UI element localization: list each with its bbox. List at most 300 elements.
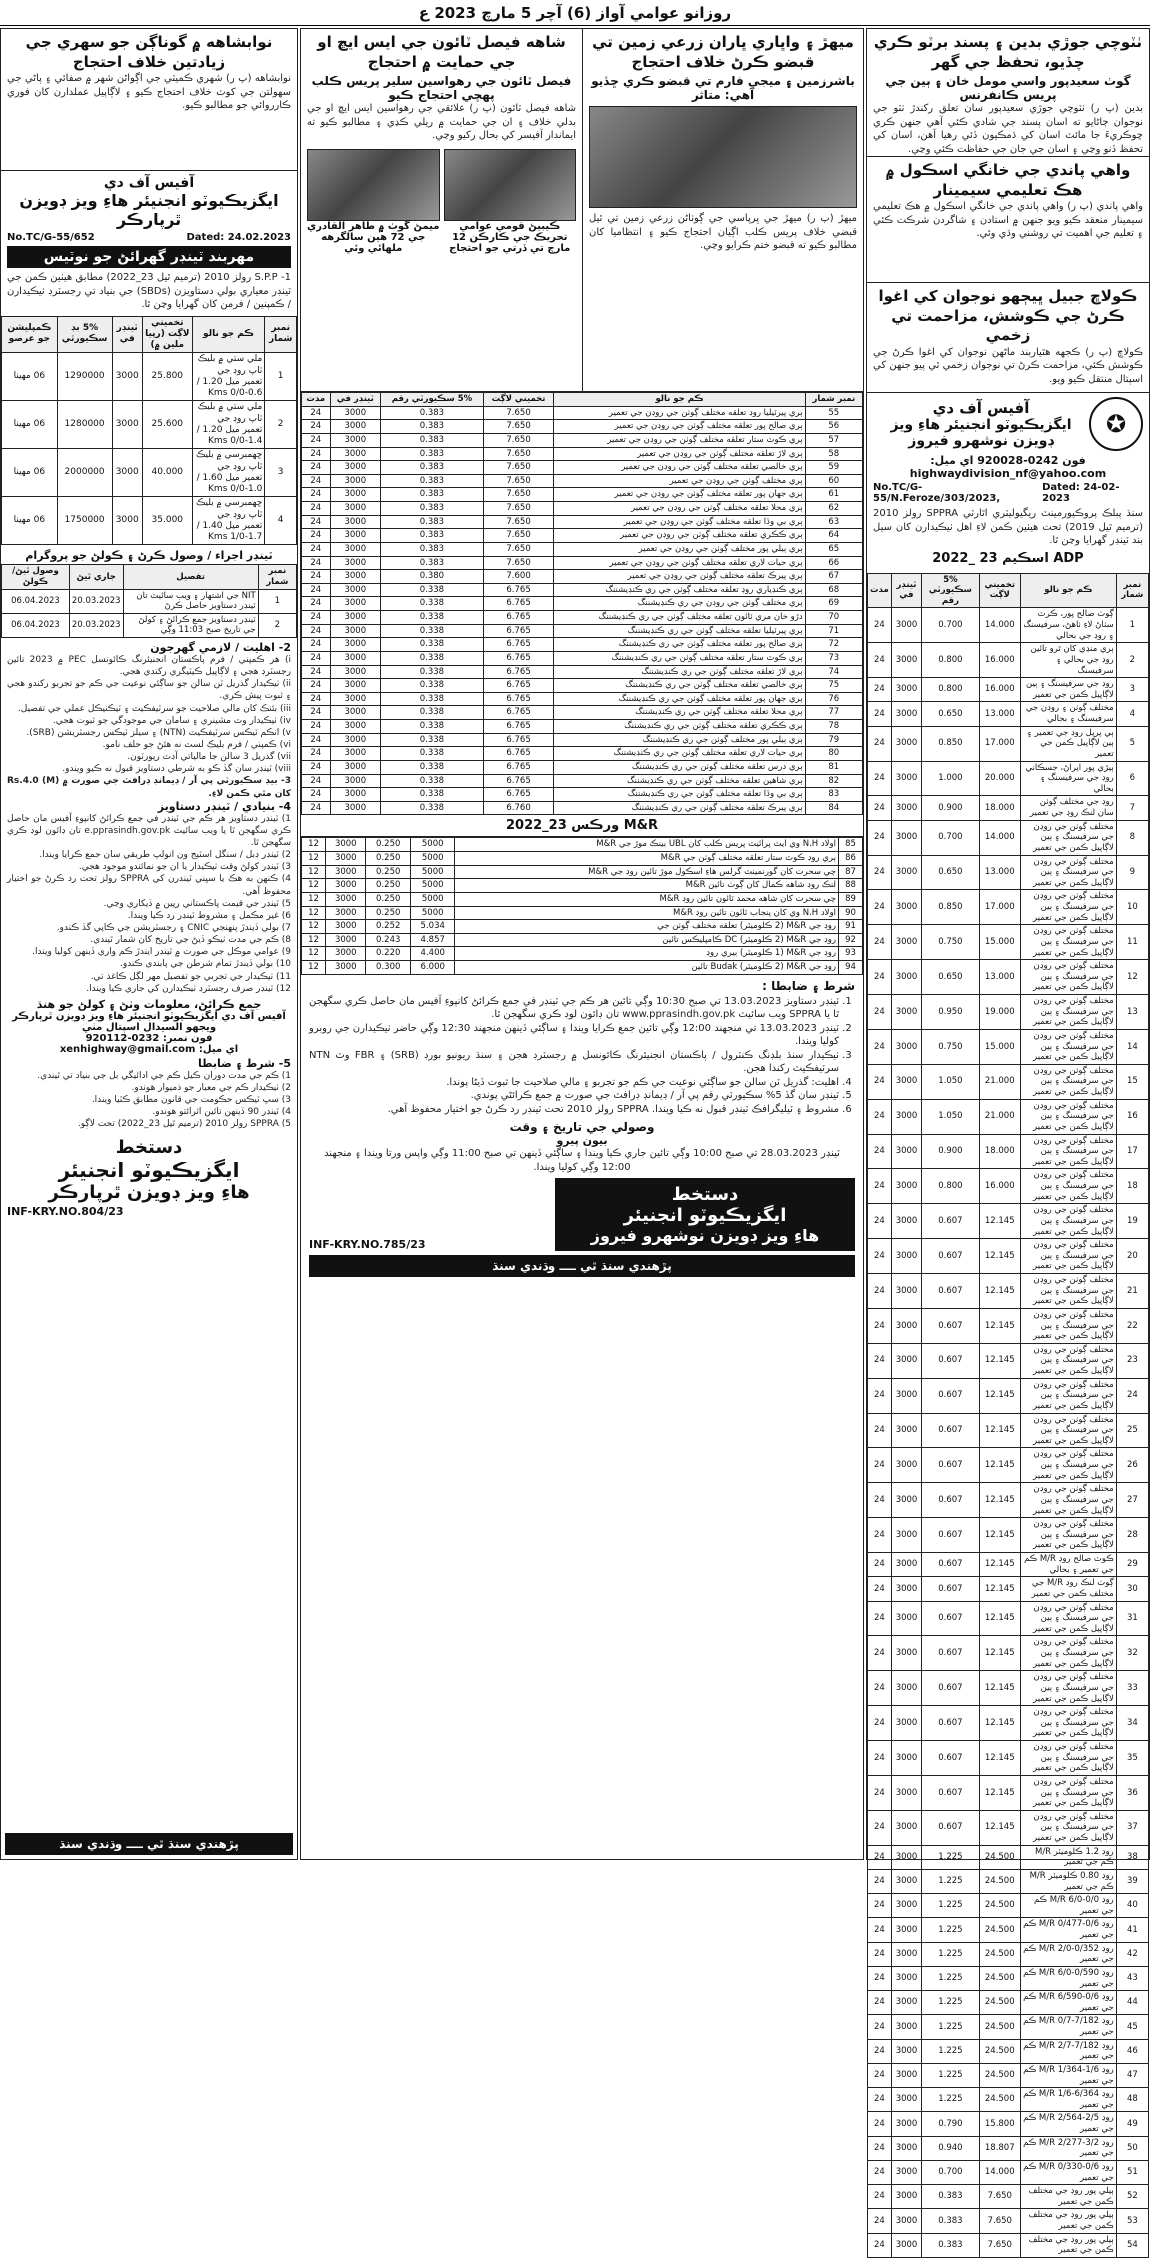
table-cell: 15.000 bbox=[979, 1029, 1020, 1064]
table-cell: روڊ 0/352-2/0 M/R ڪم جي تعمير bbox=[1020, 1942, 1116, 1966]
table-cell: 58 bbox=[805, 447, 862, 461]
table-cell: 10 bbox=[1116, 890, 1148, 925]
signature-block bbox=[555, 1178, 855, 1251]
list-item: v) انڪم ٽيڪس سرٽيفڪيٽ (NTN) ۽ سيلز ٽيڪس رجسٽريشن (SRB). bbox=[26, 727, 291, 738]
table-cell: 68 bbox=[805, 583, 862, 597]
table-cell: 24 bbox=[868, 1845, 892, 1869]
table-cell: 0.700 bbox=[922, 608, 979, 643]
table-cell: 7.650 bbox=[483, 556, 554, 570]
table-cell: ٻي پرپل روڊ جي تعمير ۽ ٻين لاڳاپيل ڪمن جي تعمير bbox=[1020, 726, 1116, 761]
table-row bbox=[868, 1029, 1149, 1064]
table-cell: 0.607 bbox=[922, 1553, 979, 1577]
table-cell: ڳوٺ لنڪ روڊ M/R جي مختلف ڪمن جي تعمير bbox=[1020, 1577, 1116, 1601]
table-cell: 0.790 bbox=[922, 2112, 979, 2136]
event-photo bbox=[307, 149, 440, 221]
table-header-row bbox=[302, 393, 863, 407]
table-cell: مختلف ڳوٺن جي روڊن جي سرفيسنگ ۽ ٻين لاڳاپيل ڪمن جي تعمير bbox=[1020, 960, 1116, 995]
table-cell: 24 bbox=[868, 643, 892, 678]
table-cell: 3000 bbox=[330, 720, 381, 734]
table-cell: 0.607 bbox=[922, 1601, 979, 1636]
table-cell: 3000 bbox=[891, 2039, 921, 2063]
table-cell: 25.800 bbox=[142, 353, 192, 401]
dates-line: ٽينڊر 28.03.2023 تي صبح 10:00 وڳي تائين جاري ڪيا ويندا ۽ ساڳئي ڏينهن تي صبح 11:00 وڳي واپس ورتا ويندا ۽ منجهند 12:00 وڳي کوليا ويندا. bbox=[324, 1148, 840, 1173]
table-cell: 24 bbox=[302, 733, 331, 747]
table-cell: 3000 bbox=[330, 447, 381, 461]
table-row bbox=[868, 726, 1149, 761]
notice-left-details bbox=[1, 638, 297, 1221]
table-cell: 24 bbox=[868, 1601, 892, 1636]
table-cell: 18.807 bbox=[979, 2136, 1020, 2160]
table-cell: 24 bbox=[302, 801, 331, 815]
notice-title: مهربند ٽينڊر گهرائڻ جو نوٽيس bbox=[7, 246, 291, 268]
table-cell: 0.607 bbox=[922, 1775, 979, 1810]
table-cell: 0.250 bbox=[366, 906, 411, 920]
table-cell: 13.000 bbox=[979, 702, 1020, 726]
table-cell: 0.243 bbox=[366, 933, 411, 947]
table-cell: 3000 bbox=[891, 1601, 921, 1636]
table-cell: 24 bbox=[302, 760, 331, 774]
article-headline: نوابشاهه ۾ گوناڳن جو سهري جي زيادتين خلاف احتجاج bbox=[25, 33, 273, 71]
table-cell: 0.338 bbox=[381, 706, 484, 720]
table-cell: 8 bbox=[1116, 820, 1148, 855]
table-cell: 90 bbox=[839, 906, 863, 920]
sign-title: دستخط bbox=[115, 1136, 183, 1158]
table-cell: 6.765 bbox=[483, 747, 554, 761]
col-header: ڪمپليشن جو عرصو bbox=[2, 316, 58, 353]
table-cell: 3000 bbox=[330, 801, 381, 815]
table-cell: 60 bbox=[805, 474, 862, 488]
table-cell: 49 bbox=[1116, 2112, 1148, 2136]
table-cell: 80 bbox=[805, 747, 862, 761]
table-cell: 0.338 bbox=[381, 651, 484, 665]
table-cell: 73 bbox=[805, 651, 862, 665]
table-cell: 3000 bbox=[330, 706, 381, 720]
table-cell: مختلف ڳوٺن جي روڊن جي سرفيسنگ ۽ ٻين لاڳاپيل ڪمن جي تعمير bbox=[1020, 1636, 1116, 1671]
table-cell: 3000 bbox=[330, 570, 381, 584]
table-cell: 53 bbox=[1116, 2209, 1148, 2233]
table-cell: 3000 bbox=[891, 2209, 921, 2233]
sign-line1: ايگزيڪيوٽو انجنيئر bbox=[623, 1205, 787, 1227]
table-cell: اولاد N.H وي ايٽ پرائيٽ پريس ڪلب کان UBL بينڪ موڙ جي M&R bbox=[455, 838, 839, 852]
table-row bbox=[868, 1274, 1149, 1309]
schedule-table bbox=[1, 564, 297, 638]
table-cell: 6.000 bbox=[410, 961, 455, 975]
table-cell: 0.338 bbox=[381, 747, 484, 761]
table-cell: 24 bbox=[868, 1577, 892, 1601]
col-header: جاري ٿيڻ bbox=[69, 565, 123, 589]
table-cell: 0.750 bbox=[922, 925, 979, 960]
article-subhead: فيصل ٽائون جي رهواسين سلير پريس ڪلب پهچي احتجاج ڪيو bbox=[311, 74, 572, 102]
table-cell: 0.338 bbox=[381, 733, 484, 747]
col-header: تخميني لاڳت bbox=[483, 393, 554, 407]
table-cell: ٻري جهان پور تعلقه مختلف ڳوٺن جي ري ڪنڊيشننگ bbox=[554, 692, 805, 706]
table-cell: 1750000 bbox=[57, 497, 112, 545]
table-cell: ٻري پيرڪ تعلقه مختلف ڳوٺن جي روڊن جي تعمير bbox=[554, 570, 805, 584]
table-cell: 12 bbox=[1116, 960, 1148, 995]
table-cell: 20.03.2023 bbox=[69, 589, 123, 613]
table-row bbox=[868, 1636, 1149, 1671]
table-cell: 18 bbox=[1116, 1169, 1148, 1204]
table-row bbox=[302, 947, 863, 961]
table-row bbox=[302, 406, 863, 420]
contact-phone-row bbox=[7, 1033, 291, 1044]
table-cell: 24 bbox=[868, 1204, 892, 1239]
table-row bbox=[302, 502, 863, 516]
table-cell: 3000 bbox=[330, 583, 381, 597]
table-cell: 24 bbox=[302, 420, 331, 434]
table-cell: 3000 bbox=[891, 995, 921, 1030]
table-cell: 31 bbox=[1116, 1601, 1148, 1636]
list-item: vi) ڪمپني / فرم بليڪ لسٽ نه هئڻ جو حلف نامو. bbox=[102, 739, 291, 750]
table-cell: 24 bbox=[868, 1413, 892, 1448]
table-cell: 93 bbox=[839, 947, 863, 961]
table-row bbox=[302, 892, 863, 906]
table-cell: 24 bbox=[302, 720, 331, 734]
list-item: 2) ٺيڪيدار ڪم جي معيار جو ذميوار هوندو. bbox=[131, 1082, 291, 1093]
article-body: ڪولاڇ (پ ر) ڪجهه هٿياربند ماڻهن نوجوان کي اغوا ڪرڻ جي ڪوشش ڪئي، مزاحمت ڪرڻ تي نوجوان زخمي ٿي پيو جنهن کي اسپتال منتقل ڪيو ويو. bbox=[873, 346, 1143, 385]
table-cell: 24 bbox=[868, 1942, 892, 1966]
table-cell: 24 bbox=[302, 611, 331, 625]
table-cell: 2 bbox=[1116, 643, 1148, 678]
list-item: i) هر ڪمپني / فرم پاڪستان انجنيئرنگ ڪائونسل PEC ۾ 2023 تائين رجسٽرڊ هجي ۽ لاڳاپيل ڪيٽيگري رکندي هجي. bbox=[7, 655, 291, 678]
col-header: نمبر شمار bbox=[265, 316, 297, 353]
table-cell: 4.400 bbox=[410, 947, 455, 961]
table-row bbox=[868, 855, 1149, 890]
table-row bbox=[868, 1518, 1149, 1553]
table-cell: 3000 bbox=[330, 611, 381, 625]
table-cell: ٻري ٻيلي پور مختلف ڳوٺن جي روڊن جي تعمير bbox=[554, 542, 805, 556]
table-cell: 3 bbox=[1116, 678, 1148, 702]
list-item: vii) گذريل 3 سالن جا مالياتي آڊٽ رپورٽون. bbox=[127, 752, 291, 763]
article-6 bbox=[1, 29, 297, 171]
footer-slogan: پڙهندي سنڌ ٿي ــــ وڌندي سنڌ bbox=[309, 1255, 855, 1277]
table-cell: ٽينڊر دستاويز جمع ڪرائڻ ۽ کولڻ جي تاريخ صبح 11:03 وڳي bbox=[123, 613, 258, 637]
table-cell: 7.650 bbox=[483, 488, 554, 502]
table-row bbox=[868, 1894, 1149, 1918]
table-cell: 24 bbox=[302, 447, 331, 461]
table-cell: 7.650 bbox=[979, 2185, 1020, 2209]
table-cell: ٻري ڪوٽ ستار تعلقه مختلف ڳوٺن جي ري ڪنڊيشننگ bbox=[554, 651, 805, 665]
table-cell: 21.000 bbox=[979, 1099, 1020, 1134]
table-cell: 94 bbox=[839, 961, 863, 975]
table-cell: 6 bbox=[1116, 761, 1148, 796]
table-cell: 3000 bbox=[326, 947, 366, 961]
table-cell: 1 bbox=[265, 353, 297, 401]
table-cell: ٻري ڪنڊياري روڊ تعلقه مختلف ڳوٺن جي ري ڪنڊيشننگ bbox=[554, 583, 805, 597]
table-cell: 33 bbox=[1116, 1671, 1148, 1706]
table-cell: 0.607 bbox=[922, 1671, 979, 1706]
table-row bbox=[302, 920, 863, 934]
table-row bbox=[868, 678, 1149, 702]
table-cell: 86 bbox=[839, 852, 863, 866]
table-cell: 34 bbox=[1116, 1706, 1148, 1741]
table-cell: 24 bbox=[302, 570, 331, 584]
table-cell: 20.000 bbox=[979, 761, 1020, 796]
table-cell: 3000 bbox=[330, 774, 381, 788]
table-cell: مختلف ڳوٺن جي روڊن جي سرفيسنگ ۽ ٻين لاڳاپيل ڪمن جي تعمير bbox=[1020, 890, 1116, 925]
table-cell: 24 bbox=[868, 925, 892, 960]
photo-caption: ڪيبيڻ قومي عوامي تحريڪ جي ڪارڪن 12 مارچ تي ڏرتي جو احتجاج bbox=[449, 220, 571, 254]
table-cell: 3000 bbox=[891, 890, 921, 925]
mr-table bbox=[301, 837, 863, 974]
table-cell: 24 bbox=[302, 515, 331, 529]
table-cell: 57 bbox=[805, 433, 862, 447]
table-cell: 3000 bbox=[326, 838, 366, 852]
table-row bbox=[868, 2233, 1149, 2257]
table-cell: 21 bbox=[1116, 1274, 1148, 1309]
table-cell: 0.850 bbox=[922, 890, 979, 925]
terms-title: شرط ۽ ضابطا : bbox=[762, 978, 855, 993]
table-cell: 0.700 bbox=[922, 2160, 979, 2184]
table-cell: 24 bbox=[302, 706, 331, 720]
table-row bbox=[302, 879, 863, 893]
table-cell: ٻري مختلف ڳوٺن جي روڊن جي ري ڪنڊيشننگ bbox=[554, 597, 805, 611]
table-cell: 24 bbox=[868, 1966, 892, 1990]
table-cell: 3000 bbox=[891, 1991, 921, 2015]
table-cell: مختلف ڳوٺن جي روڊن جي سرفيسنگ ۽ ٻين لاڳاپيل ڪمن جي تعمير bbox=[1020, 1810, 1116, 1845]
table-cell: 4.857 bbox=[410, 933, 455, 947]
table-cell: 3000 bbox=[330, 515, 381, 529]
table-cell: مختلف ڳوٺن جي روڊن جي سرفيسنگ ۽ ٻين لاڳاپيل ڪمن جي تعمير bbox=[1020, 1274, 1116, 1309]
list-item: 2) ٽينڊر ڊبل / سنگل اسٽيج ون انولپ طريقي سان جمع ڪرايا ويندا. bbox=[39, 850, 291, 861]
table-row bbox=[868, 643, 1149, 678]
table-cell: 12.145 bbox=[979, 1706, 1020, 1741]
table-cell: 0.383 bbox=[381, 474, 484, 488]
table-cell: 0.607 bbox=[922, 1343, 979, 1378]
table-cell: 7.600 bbox=[483, 570, 554, 584]
table-cell: 0.607 bbox=[922, 1810, 979, 1845]
table-cell: 12.145 bbox=[979, 1239, 1020, 1274]
table-cell: 1290000 bbox=[57, 353, 112, 401]
table-cell: ٻيلي پور روڊ جي مختلف ڪمن جي تعمير bbox=[1020, 2233, 1116, 2257]
table-row bbox=[302, 515, 863, 529]
table-cell: 29 bbox=[1116, 1553, 1148, 1577]
table-cell: 24 bbox=[868, 890, 892, 925]
table-row bbox=[868, 2015, 1149, 2039]
office-phone-text: فون 0242-920028 اي ميل: bbox=[930, 454, 1086, 467]
table-cell: 24 bbox=[868, 608, 892, 643]
table-cell: 24 bbox=[868, 1636, 892, 1671]
table-cell: 0.383 bbox=[381, 420, 484, 434]
table-row bbox=[302, 706, 863, 720]
table-cell: 1.225 bbox=[922, 1845, 979, 1869]
table-cell: 6.765 bbox=[483, 774, 554, 788]
table-cell: ٻري محلا تعلقه مختلف ڳوٺن جي روڊن جي تعمير bbox=[554, 502, 805, 516]
table-cell: 3000 bbox=[891, 1343, 921, 1378]
table-cell: 6.765 bbox=[483, 720, 554, 734]
table-row bbox=[868, 960, 1149, 995]
table-cell: 83 bbox=[805, 788, 862, 802]
table-cell: ٻيلي پور روڊ جي مختلف ڪمن جي تعمير bbox=[1020, 2185, 1116, 2209]
table-row bbox=[868, 1741, 1149, 1776]
table-row bbox=[302, 720, 863, 734]
table-cell: 12.145 bbox=[979, 1448, 1020, 1483]
table-header-row bbox=[2, 565, 297, 589]
table-cell: 17 bbox=[1116, 1134, 1148, 1169]
table-cell: 24 bbox=[302, 556, 331, 570]
table-cell: 12.145 bbox=[979, 1553, 1020, 1577]
notice-ref: No.TC/G-55/652 bbox=[7, 232, 95, 243]
table-cell: 3000 bbox=[891, 1448, 921, 1483]
table-cell: 26 bbox=[1116, 1448, 1148, 1483]
table-cell: 24 bbox=[868, 1029, 892, 1064]
table-cell: ٻري شاهين تعلقه مختلف ڳوٺن جي ري ڪنڊيشننگ bbox=[554, 774, 805, 788]
tender-table-main bbox=[867, 573, 1149, 2258]
table-cell: 24.500 bbox=[979, 1942, 1020, 1966]
table-cell: روڊ جي مختلف ڳوٺن سان لنڪ روڊ جي تعمير bbox=[1020, 796, 1116, 820]
table-cell: 24 bbox=[302, 474, 331, 488]
office-email[interactable]: highwaydivision_nf@yahoo.com bbox=[909, 467, 1107, 480]
inf-number: INF-KRY.NO.804/23 bbox=[7, 1204, 124, 1218]
photo-block-1 bbox=[444, 149, 577, 254]
table-cell: 47 bbox=[1116, 2063, 1148, 2087]
table-row bbox=[302, 488, 863, 502]
table-cell: 3000 bbox=[891, 1378, 921, 1413]
table-cell: ٻري صالح پور تعلقه مختلف ڳوٺن جي ري ڪنڊيشننگ bbox=[554, 638, 805, 652]
col-header: ٽينڊر في bbox=[891, 573, 921, 608]
notice-ref-row bbox=[7, 232, 291, 243]
table-cell: 36 bbox=[1116, 1775, 1148, 1810]
article-4 bbox=[582, 29, 863, 391]
col-header: ڪم جو نالو bbox=[1020, 573, 1116, 608]
table-row bbox=[302, 461, 863, 475]
table-cell: 12.145 bbox=[979, 1671, 1020, 1706]
list-item: 4. اهليت: گذريل ٽن سالن جو ساڳئي نوعيت جي ڪم جو تجربو ۽ مالي صلاحيت جا ثبوت ڏيڻا پوندا. bbox=[309, 1076, 839, 1090]
table-cell: 1.225 bbox=[922, 1942, 979, 1966]
table-cell: 5 bbox=[1116, 726, 1148, 761]
table-cell: 0.338 bbox=[381, 624, 484, 638]
contact-email[interactable]: xenhighway@gmail.com bbox=[59, 1043, 196, 1055]
table-cell: 3000 bbox=[330, 488, 381, 502]
table-cell: 6.765 bbox=[483, 733, 554, 747]
table-cell: 24 bbox=[302, 433, 331, 447]
table-cell: ٻري بي وڏا تعلقه مختلف ڳوٺن جي روڊن جي تعمير bbox=[554, 515, 805, 529]
table-cell: 7.650 bbox=[979, 2209, 1020, 2233]
table-cell: 12 bbox=[302, 838, 326, 852]
col-header: مدت bbox=[868, 573, 892, 608]
table-cell: 24 bbox=[302, 665, 331, 679]
table-cell: 24 bbox=[868, 1099, 892, 1134]
table-row bbox=[302, 583, 863, 597]
table-cell: 24.500 bbox=[979, 2015, 1020, 2039]
table-cell: 06 مهينا bbox=[2, 449, 58, 497]
table-cell: 5000 bbox=[410, 865, 455, 879]
table-cell: 4 bbox=[1116, 702, 1148, 726]
list-item: 5) ٽينڊر جي قيمت پاڪستاني رپين ۾ ڏيکاري وڃي. bbox=[103, 898, 291, 909]
table-cell: 7.650 bbox=[483, 515, 554, 529]
list-item: iii) بئنڪ کان مالي صلاحيت جو سرٽيفڪيٽ ۽ ٽيڪنيڪل عملي جي تفصيل. bbox=[17, 703, 291, 714]
table-cell: 76 bbox=[805, 692, 862, 706]
notice-ref: No.TC/G-55/N.Feroze/303/2023, bbox=[873, 482, 1001, 504]
table-cell: 3000 bbox=[891, 1134, 921, 1169]
table-cell: 5000 bbox=[410, 879, 455, 893]
dates-subtitle: بيون پيرو bbox=[556, 1134, 608, 1148]
dates-title: وصولي جي تاريخ ۽ وقت bbox=[509, 1120, 655, 1135]
table-cell: 1.225 bbox=[922, 2039, 979, 2063]
mr-title: M&R ورڪس 23_2022 bbox=[301, 815, 863, 837]
table-cell: 71 bbox=[805, 624, 862, 638]
col-header: ٽينڊر في bbox=[112, 316, 142, 353]
table-cell: 15.800 bbox=[979, 2112, 1020, 2136]
table-row bbox=[868, 1601, 1149, 1636]
table-cell: 24.500 bbox=[979, 1869, 1020, 1893]
table-cell: 0.607 bbox=[922, 1204, 979, 1239]
table-cell: 1.000 bbox=[922, 761, 979, 796]
table-cell: روڊ جي M&R (1 ڪلوميٽر) ٻيري روڊ bbox=[455, 947, 839, 961]
table-cell: 3000 bbox=[891, 1706, 921, 1741]
table-cell: 3000 bbox=[112, 353, 142, 401]
table-cell: 24 bbox=[302, 406, 331, 420]
table-cell: 28 bbox=[1116, 1518, 1148, 1553]
table-cell: 24.500 bbox=[979, 2039, 1020, 2063]
table-row bbox=[868, 1671, 1149, 1706]
table-cell: 3000 bbox=[891, 1966, 921, 1990]
contact-addr: ويجهو السيدال اسپتال مٺي bbox=[81, 1021, 217, 1033]
table-cell: 77 bbox=[805, 706, 862, 720]
table-cell: 52 bbox=[1116, 2185, 1148, 2209]
table-row bbox=[868, 1869, 1149, 1893]
table-cell: 3000 bbox=[891, 1869, 921, 1893]
table-cell: ٻري لاڙ تعلقه مختلف ڳوٺن جي ري ڪنڊيشننگ bbox=[554, 665, 805, 679]
table-cell: ٻري ٻيلي پور مختلف ڳوٺن جي ري ڪنڊيشننگ bbox=[554, 733, 805, 747]
table-cell: مختلف ڳوٺن جي روڊن جي سرفيسنگ ۽ ٻين لاڳاپيل ڪمن جي تعمير bbox=[1020, 1378, 1116, 1413]
table-cell: 7.650 bbox=[483, 542, 554, 556]
table-cell: 5.034 bbox=[410, 920, 455, 934]
table-cell: 5000 bbox=[410, 852, 455, 866]
table-cell: 12.145 bbox=[979, 1636, 1020, 1671]
table-row bbox=[868, 1942, 1149, 1966]
notice-intro: سنڌ پبلڪ پروڪيورمينٽ ريگيوليٽري اٿارٽي SPPRA رولز 2010 (ترميم ٿيل 2019) تحت هيٺين ڪمن لاءِ اهل ٺيڪيدارن کان سيل بند ٽينڊر گهرايا وڃن ٿا. bbox=[873, 508, 1143, 546]
table-cell: 3000 bbox=[891, 1636, 921, 1671]
table-cell: 7.650 bbox=[979, 2233, 1020, 2257]
table-cell: 74 bbox=[805, 665, 862, 679]
table-cell: 0.607 bbox=[922, 1308, 979, 1343]
table-cell: 24 bbox=[302, 488, 331, 502]
table-cell: مختلف ڳوٺن جي روڊن جي سرفيسنگ ۽ ٻين لاڳاپيل ڪمن جي تعمير bbox=[1020, 1413, 1116, 1448]
table-cell: روڊ 0/590-6/0 M/R ڪم جي تعمير bbox=[1020, 1966, 1116, 1990]
table-cell: 67 bbox=[805, 570, 862, 584]
table-cell: مختلف ڳوٺن جي روڊن جي سرفيسنگ ۽ ٻين لاڳاپيل ڪمن جي تعمير bbox=[1020, 1064, 1116, 1099]
table-cell: روڊ جي M&R (2 ڪلوميٽر) Budak تائين bbox=[455, 961, 839, 975]
table-cell: 6.765 bbox=[483, 692, 554, 706]
table-cell: مختلف ڳوٺن جي روڊن جي سرفيسنگ ۽ ٻين لاڳاپيل ڪمن جي تعمير bbox=[1020, 1029, 1116, 1064]
table-cell: 3000 bbox=[891, 1169, 921, 1204]
table-row bbox=[868, 2160, 1149, 2184]
schedule-table-body bbox=[2, 589, 297, 638]
col-header: نمبر شمار bbox=[805, 393, 862, 407]
list-item: 1) ٽينڊر دستاويز هر ڪم جي ٽينڊر في جمع ڪرائڻ کانپوءِ آفيس مان حاصل ڪري سگهجن ٿا يا ويب سائيٽ e.pprasindh.gov.pk تان ڊائون لوڊ ڪري سگهجن ٿا. bbox=[7, 813, 291, 848]
table-row bbox=[868, 1448, 1149, 1483]
table-row bbox=[302, 788, 863, 802]
col-header: تخميني لاڳت bbox=[979, 573, 1020, 608]
table-cell: 24 bbox=[868, 1343, 892, 1378]
table-row bbox=[302, 611, 863, 625]
table-header-row bbox=[2, 316, 297, 353]
article-headline: ٺٽوچي جوڙي بدين ۽ پسند برٽو ڪري چڏيو، تحفظ جي گهر bbox=[873, 33, 1143, 71]
table-cell: 3000 bbox=[330, 788, 381, 802]
scheme-title: ADP اسڪيم 23 _2022 bbox=[932, 550, 1084, 566]
table-cell: 3000 bbox=[891, 820, 921, 855]
table-cell: 3000 bbox=[330, 461, 381, 475]
list-item: 6. مشروط ۽ ٽيليگرافڪ ٽينڊر قبول نه ڪيا ويندا. SPPRA رولز 2010 تحت ٽينڊر رد ڪرڻ جو اختيار محفوظ آهي. bbox=[309, 1103, 839, 1117]
table-cell: 3000 bbox=[891, 1775, 921, 1810]
table-row bbox=[868, 1239, 1149, 1274]
table-row bbox=[2, 353, 297, 401]
table-cell: روڊ 6/364-1/6 M/R ڪم جي تعمير bbox=[1020, 2088, 1116, 2112]
table-cell: 12.145 bbox=[979, 1577, 1020, 1601]
table-row bbox=[302, 906, 863, 920]
table-cell: 6.765 bbox=[483, 788, 554, 802]
